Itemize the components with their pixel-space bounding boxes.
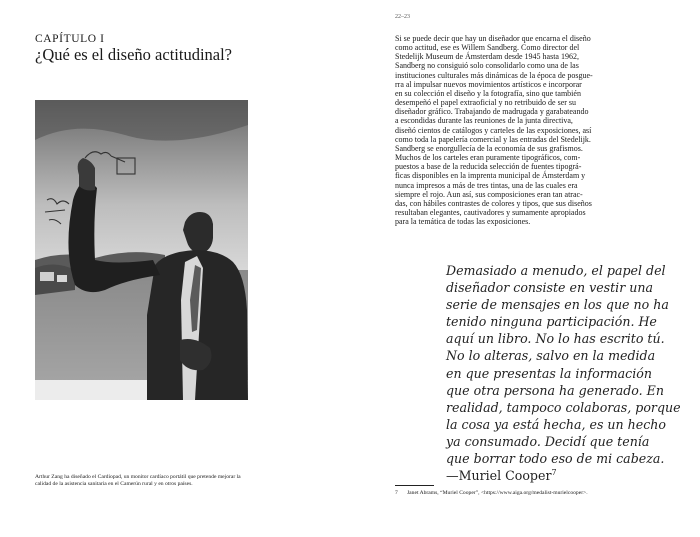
quote-line: No lo alteras, salvo en la medida (446, 348, 656, 364)
quote-attribution: —Muriel Cooper (446, 468, 552, 484)
quote-line: que borrar todo eso de mi cabeza. (446, 451, 665, 467)
body-line: Muchos de los carteles eran puramente tipográficos, com- (395, 153, 581, 163)
footnote-text: Janet Abrams, “Muriel Cooper”, <https://www.aiga.org/medalist-murielcooper>. (407, 490, 588, 496)
quote-line: que otra persona ha generado. En (446, 382, 664, 398)
body-paragraph (395, 34, 620, 226)
footnote-marker: 7 (551, 467, 557, 477)
chapter-title: ¿Qué es el diseño actitudinal? (35, 45, 233, 64)
quote-line: tenido ninguna participación. He (446, 314, 657, 330)
body-line: como toda la papelería comercial y las entradas del Stedelijk. (395, 134, 591, 144)
photo-caption: Arthur Zang ha diseñado el Cardiopad, un monitor cardíaco portátil que pretende mejorar la calidad de la asistencia sanitaria en el Camerún rural y en otros países. (35, 474, 241, 488)
body-line: para la temática de todas las exposiciones. (395, 217, 531, 227)
body-line: rra al impulsar nuevos movimientos artísticos e incorporar (395, 79, 582, 89)
quote-line: ya consumado. Decidí que tenía (446, 433, 650, 449)
quote-line: aquí un libro. No lo has escrito tú. (446, 331, 665, 347)
body-line: Sandberg se enorgullecía de la economía de sus grafismos. (395, 143, 583, 153)
body-line: nunca impresos a más de tres tintas, una de las cuales era (395, 180, 578, 190)
quote-line: realidad, tampoco colaboras, porque (446, 399, 681, 415)
body-line: Sandberg no consiguió solo consolidarlo como una de las (395, 61, 579, 71)
body-line: das, con hábiles contrastes de colores y tipos, que sus diseños (395, 198, 592, 208)
body-line: desempeñó el papel extraoficial y no retribuido de ser su (395, 98, 577, 108)
body-line: como actitud, ese es Willem Sandberg. Como director del (395, 43, 580, 53)
body-line: puestos a base de la reducida selección de fuentes tipográ- (395, 162, 582, 172)
footnote (395, 490, 588, 496)
pull-quote (446, 262, 696, 484)
body-line: Si se puede decir que hay un diseñador que encarna el diseño (395, 34, 591, 43)
chapter-label: CAPÍTULO I (35, 33, 105, 45)
page-number: 22–23 (395, 14, 410, 20)
quote-line: diseñador consiste en vestir una (446, 280, 653, 296)
quote-line: serie de mensajes en los que no ha (446, 297, 669, 313)
quote-line: la cosa ya está hecha, es un hecho (446, 416, 666, 432)
right-page (350, 0, 700, 537)
body-line: diseñador gráfico. Trabajando de madrugada y garabateando (395, 107, 589, 117)
quote-attribution-line (446, 467, 696, 484)
photo-man-drawing-on-glass (35, 100, 248, 400)
body-line: resultaban elegantes, cautivadores y sumamente apropiados (395, 207, 586, 217)
footnote-number: 7 (395, 490, 398, 496)
body-line: Stedelijk Museum de Ámsterdam desde 1945 hasta 1962, (395, 52, 579, 62)
footnote-rule (395, 485, 434, 486)
quote-line: Demasiado a menudo, el papel del (446, 263, 666, 278)
body-line: a escondidas durante las reuniones de la junta directiva, (395, 116, 573, 126)
body-line: siempre el rojo. Aun así, sus composiciones eran tan atrac- (395, 189, 583, 199)
body-line: ficas disponibles en la imprenta municipal de Ámsterdam y (395, 171, 586, 181)
body-line: instituciones culturales más dinámicas de la época de posgue- (395, 70, 593, 80)
body-line: diseñó cientos de catálogos y carteles de las exposiciones, así (395, 125, 592, 135)
body-line: en su colección el diseño y la fotografía, sino que también (395, 88, 581, 98)
quote-line: en que presentas la información (446, 365, 652, 381)
